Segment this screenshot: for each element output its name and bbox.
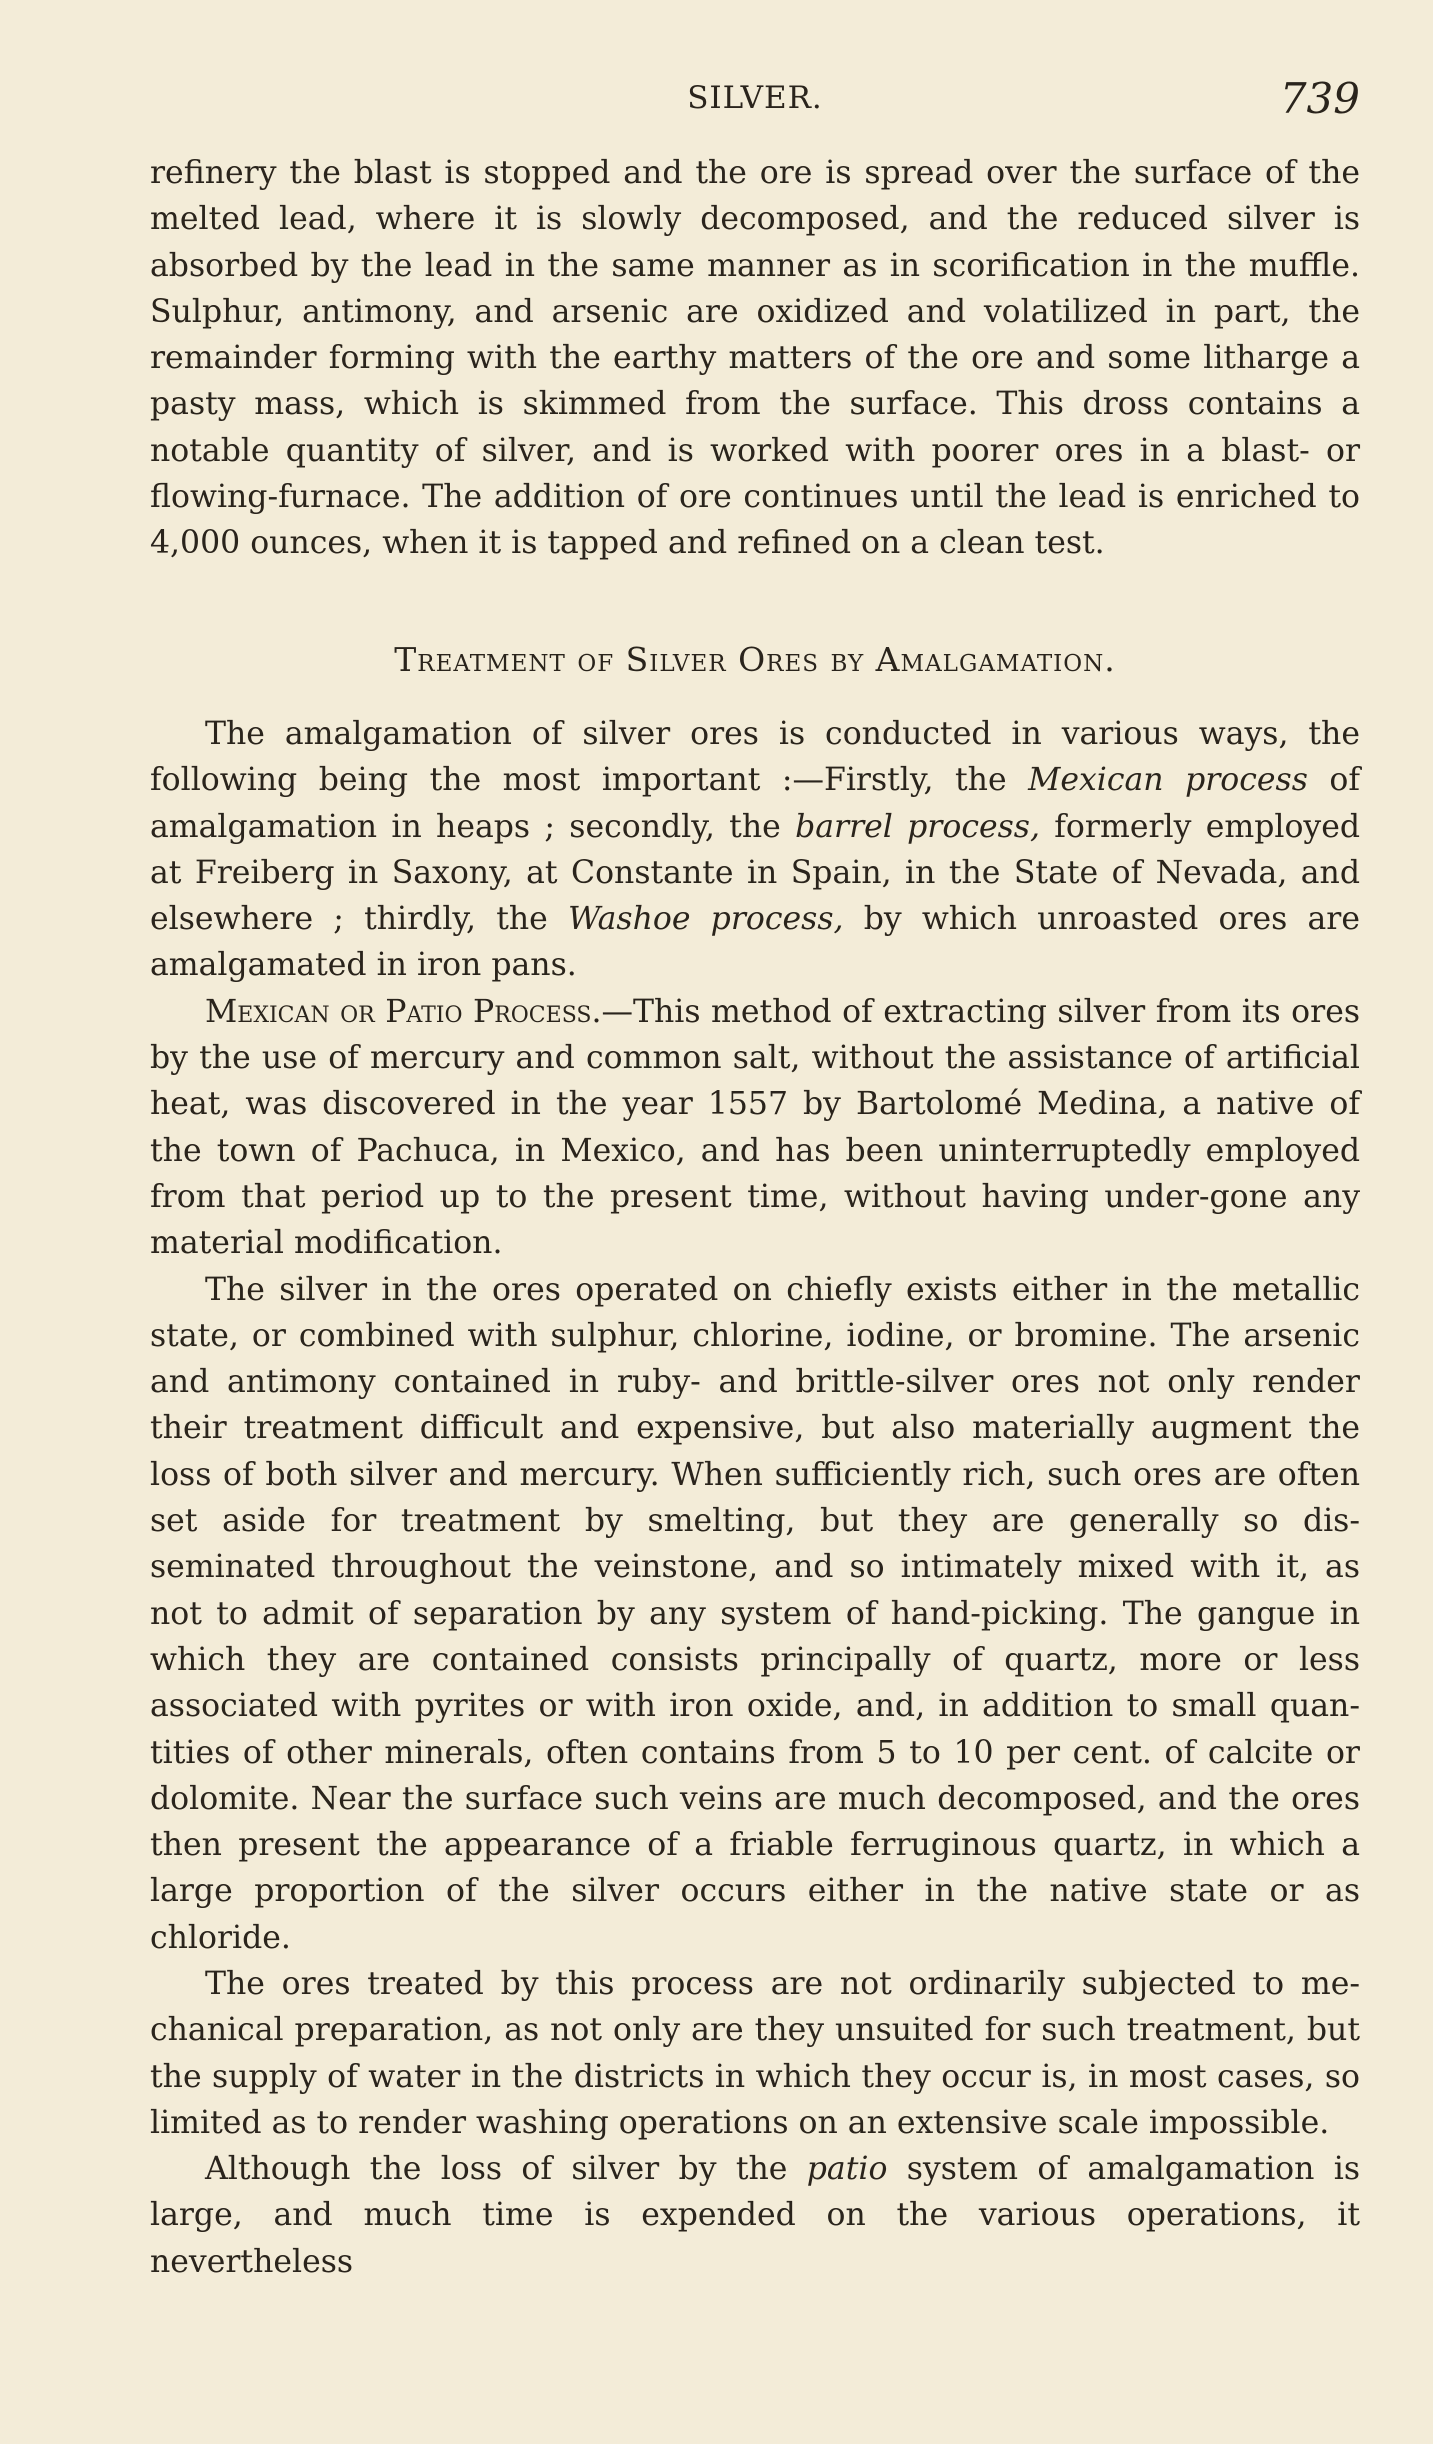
- body-text: [150, 150, 1360, 2285]
- running-head: [150, 74, 1360, 134]
- text-run: by which unroasted ores are amalgamated in iron pans.: [150, 901, 1360, 984]
- paragraph-silver-ores: The silver in the ores operated on chiefly exists either in the metallic state, or combined with sulphur, chlorine, iodine, or bromine. The arsenic and antimony contained in ruby- and brittle-silver ores not only render their treatment difficult and expensive, but also materially augment the loss of both silver and mercury. When sufficiently rich, such ores are often set aside for treatment by smelting, but they are generally so dis-seminated throughout the veinstone, and so intimately mixed with it, as not to admit of separation by any system of hand-picking. The gangue in which they are contained consists principally of quartz, more or less associated with pyrites or with iron oxide, and, in addition to small quan-tities of other minerals, often contains from 5 to 10 per cent. of calcite or dolomite. Near the surface such veins are much decomposed, and the ores then present the appearance of a friable ferruginous quartz, in which a large proportion of the silver occurs either in the native state or as chloride.: [150, 1271, 1360, 1956]
- italic-term-washoe-process: Washoe process,: [568, 901, 844, 938]
- running-title: SILVER.: [687, 80, 823, 116]
- section-heading: Treatment of Silver Ores by Amalgamation.: [394, 639, 1116, 679]
- paragraph-amalgamation-methods: [150, 711, 1360, 989]
- text-run: of amalgamation in heaps ; secondly, the: [150, 762, 1361, 845]
- text-run: formerly employed at Freiberg in Saxony, at Constante in Spain, in the State of Nevada, and elsewhere ; thirdly, the: [150, 808, 1361, 938]
- paragraph-patio-loss: [150, 2146, 1360, 2285]
- page-number: 739: [1279, 74, 1360, 123]
- paragraph-patio-process: [150, 989, 1360, 1267]
- run-in-heading: Mexican or Patio Process.: [205, 993, 602, 1030]
- text-run: Although the loss of silver by the: [205, 2151, 807, 2188]
- text-run: —This method of extracting silver from its ores by the use of mercury and common salt, without the assistance of artificial heat, was discovered in the year 1557 by Bartolomé Medina, a native of the town of Pachuca, in Mexico, and has been uninterruptedly employed from that period up to the present time, without having under-gone any material modification.: [150, 993, 1361, 1262]
- italic-term-patio: patio: [806, 2151, 888, 2188]
- text-run: The amalgamation of silver ores is conducted in various ways, the following being the most important :—Firstly, the: [150, 715, 1360, 799]
- italic-term-barrel-process: barrel process,: [795, 808, 1040, 845]
- italic-term-mexican-process: Mexican process: [1028, 762, 1308, 799]
- paragraph-continued: refinery the blast is stopped and the ore is spread over the surface of the melted lead, where it is slowly decomposed, and the reduced silver is absorbed by the lead in the same manner as in scorification in the muffle. Sulphur, antimony, and arsenic are oxidized and volatilized in part, the remainder forming with the earthy matters of the ore and some litharge a pasty mass, which is skimmed from the surface. This dross contains a notable quantity of silver, and is worked with poorer ores in a blast- or flowing-furnace. The addition of ore continues until the lead is enriched to 4,000 ounces, when it is tapped and refined on a clean test.: [150, 155, 1360, 562]
- paragraph-ore-preparation: The ores treated by this process are not ordinarily subjected to me-chanical preparation, as not only are they unsuited for such treatment, but the supply of water in the districts in which they occur is, in most cases, so limited as to render washing operations on an extensive scale impossible.: [150, 1965, 1360, 2141]
- text-run: system of amalgamation is large, and much time is expended on the various operations, it nevertheless: [150, 2151, 1361, 2280]
